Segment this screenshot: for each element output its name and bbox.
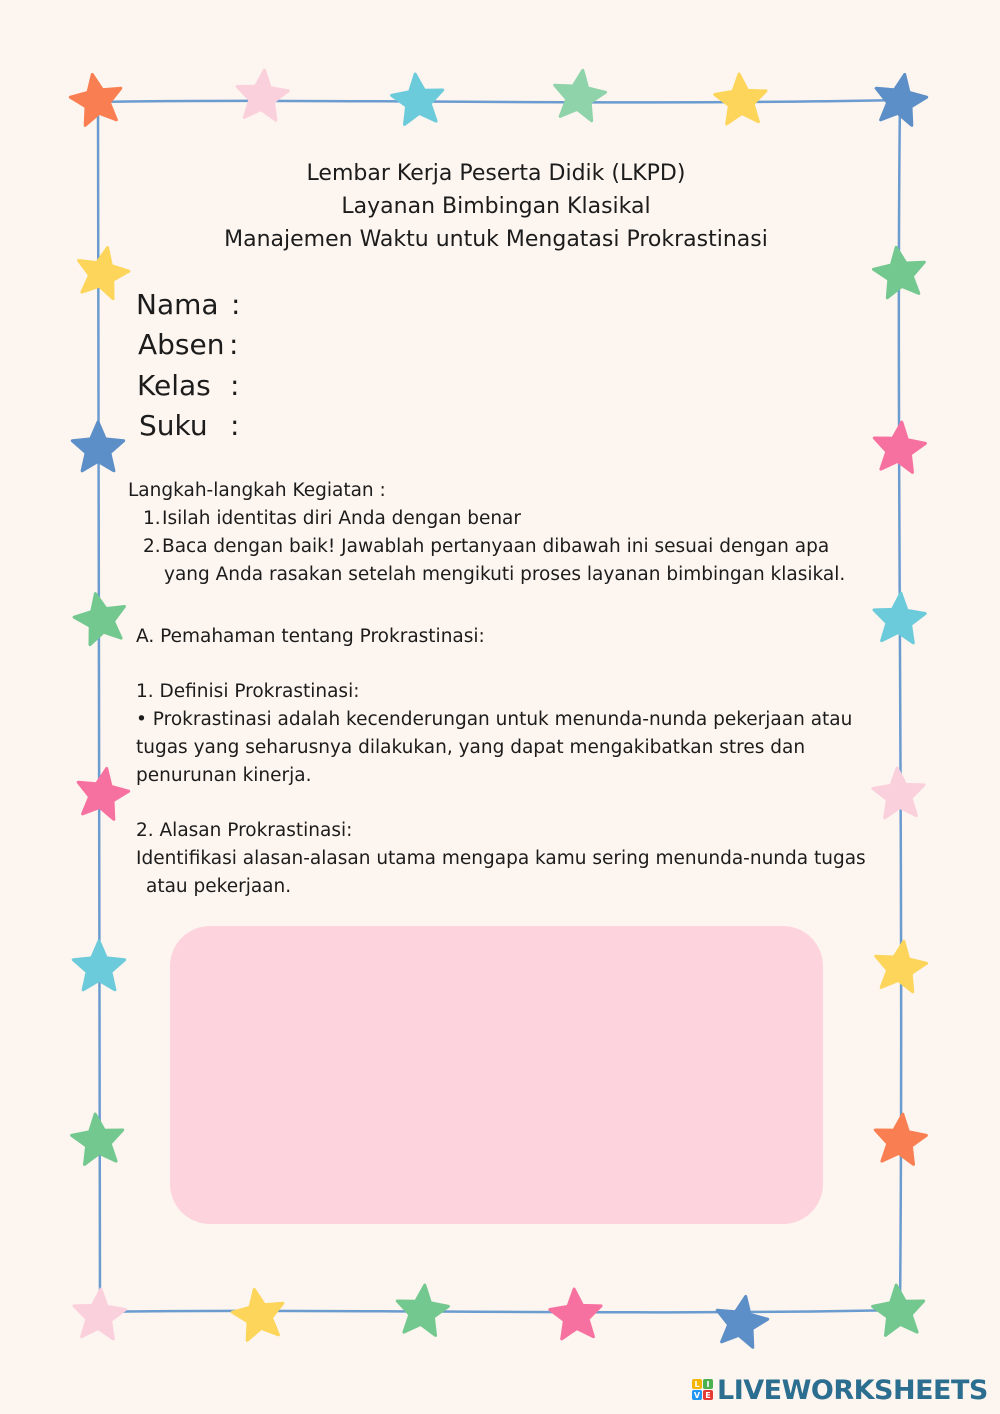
field-colon: : [229,328,239,361]
step-2-text-cont: yang Anda rasakan setelah mengikuti proses layanan bimbingan klasikal. [164,564,846,585]
field-kelas[interactable] [137,366,240,406]
logo-text: LIVEWORKSHEETS [717,1374,988,1406]
step-1-number: 1. [143,508,161,529]
star-icon [74,594,124,645]
star-icon [876,941,927,992]
definition-heading: 1. Definisi Prokrastinasi: [136,681,360,702]
logo-badge-letter: V [693,1391,701,1400]
field-label-suku: Suku [139,409,208,442]
definition-line-1: • Prokrastinasi adalah kecenderungan untuk menunda-nunda pekerjaan atau [136,709,853,730]
star-icon [74,1289,125,1339]
star-icon [715,74,766,124]
field-label-kelas: Kelas [137,369,211,402]
field-label-nama: Nama [136,288,219,321]
field-colon: : [230,409,240,442]
star-icon [78,768,129,819]
field-suku[interactable] [139,406,240,446]
star-icon [873,1285,924,1335]
title-line-2: Layanan Bimbingan Klasikal [341,194,651,219]
star-icon [70,74,121,125]
reasons-line-1: Identifikasi alasan-alasan utama mengapa kamu sering menunda-nunda tugas [136,848,866,869]
field-colon: : [231,288,241,321]
frame-border-bottom [98,1310,902,1312]
star-icon [555,70,606,121]
title-line-1: Lembar Kerja Peserta Didik (LKPD) [306,161,686,186]
definition-line-3: penurunan kinerja. [136,765,312,786]
liveworksheets-logo [692,1373,988,1407]
title-line-3: Manajemen Waktu untuk Mengatasi Prokrastinasi [224,227,768,252]
star-icon [72,1114,123,1164]
answer-textbox[interactable] [170,926,823,1224]
steps-heading: Langkah-langkah Kegiatan : [128,480,386,501]
step-1-text: Isilah identitas diri Anda dengan benar [162,508,521,529]
star-icon [874,422,925,472]
star-icon [237,70,288,120]
field-colon: : [230,369,240,402]
definition-line-2: tugas yang seharusnya dilakukan, yang dapat mengakibatkan stres dan [136,737,806,758]
step-2-number: 2. [143,536,161,557]
star-icon [392,74,443,124]
step-2-text: Baca dengan baik! Jawablah pertanyaan dibawah ini sesuai dengan apa [162,536,830,557]
field-nama[interactable] [136,285,241,325]
logo-badge-letter: E [705,1391,711,1400]
star-icon [717,1296,768,1347]
star-icon [876,74,927,125]
star-icon [550,1289,601,1339]
field-absen[interactable] [138,325,239,365]
reasons-heading: 2. Alasan Prokrastinasi: [136,820,353,841]
star-icon [875,1114,926,1164]
logo-badge-letter: L [694,1380,700,1389]
logo-badge-icon [692,1379,714,1401]
star-icon [397,1285,448,1335]
worksheet-title [0,157,1000,256]
star-icon [873,768,924,818]
logo-badge-letter: I [706,1380,710,1389]
star-icon [232,1289,282,1340]
section-a-heading: A. Pemahaman tentang Prokrastinasi: [136,626,485,647]
field-label-absen: Absen [138,328,225,361]
frame-border-top [95,100,900,102]
reasons-line-2: atau pekerjaan. [146,876,292,897]
